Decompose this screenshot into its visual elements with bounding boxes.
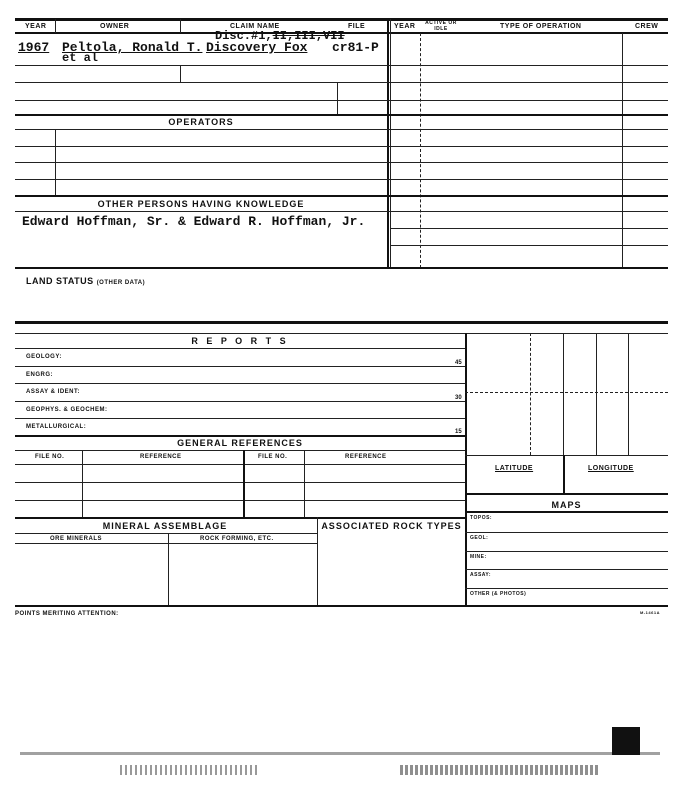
grid-line bbox=[530, 333, 531, 455]
row-line bbox=[15, 129, 668, 130]
report-mark: 15 bbox=[455, 429, 462, 435]
section-divider bbox=[387, 19, 389, 269]
grid-line bbox=[596, 333, 597, 455]
row-line bbox=[15, 435, 465, 437]
row-line bbox=[15, 348, 465, 349]
header-owner: OWNER bbox=[100, 23, 130, 30]
grid-line bbox=[628, 333, 629, 455]
scan-artifact-block bbox=[612, 727, 640, 755]
rock-forming: ROCK FORMING, ETC. bbox=[200, 536, 274, 542]
longitude-label: LONGITUDE bbox=[588, 465, 634, 472]
header-claim-name: CLAIM NAME bbox=[230, 23, 280, 30]
maps-mine: MINE: bbox=[470, 554, 487, 560]
top-rule bbox=[15, 18, 668, 21]
header-type-of-operation: TYPE OF OPERATION bbox=[500, 23, 582, 30]
header-crew: CREW bbox=[635, 23, 659, 30]
maps-assay: ASSAY: bbox=[470, 572, 492, 578]
ore-minerals: ORE MINERALS bbox=[50, 536, 103, 542]
row-line bbox=[465, 588, 668, 589]
col-divider bbox=[563, 455, 565, 493]
row-line bbox=[15, 533, 317, 534]
mineral-assemblage-title: MINERAL ASSEMBLAGE bbox=[102, 521, 228, 531]
header-year-2: YEAR bbox=[394, 23, 416, 30]
gr-col-file-2: FILE NO. bbox=[258, 454, 288, 460]
land-status-label: LAND STATUS (OTHER DATA) bbox=[26, 276, 146, 286]
row-line bbox=[465, 532, 668, 533]
col-divider bbox=[304, 450, 305, 517]
report-mark: 45 bbox=[455, 360, 462, 366]
entry-owner-cont: et al bbox=[62, 51, 99, 65]
grid-line bbox=[465, 392, 668, 393]
scan-artifact bbox=[20, 752, 660, 755]
row-line bbox=[15, 179, 668, 180]
general-references-title: GENERAL REFERENCES bbox=[177, 438, 303, 448]
row-line bbox=[465, 493, 668, 495]
other-persons-title: OTHER PERSONS HAVING KNOWLEDGE bbox=[97, 199, 305, 209]
row-line bbox=[390, 245, 668, 246]
row-line bbox=[15, 114, 668, 116]
row-line bbox=[15, 333, 668, 334]
grid-line bbox=[563, 333, 564, 455]
gr-col-ref-1: REFERENCE bbox=[140, 454, 182, 460]
gr-col-file-1: FILE NO. bbox=[35, 454, 65, 460]
maps-geol: GEOL: bbox=[470, 535, 489, 541]
row-line bbox=[15, 366, 465, 367]
row-line bbox=[465, 569, 668, 570]
row-line bbox=[15, 383, 465, 384]
row-line bbox=[465, 511, 668, 513]
row-line bbox=[15, 65, 668, 66]
row-line bbox=[15, 100, 668, 101]
scan-artifact bbox=[120, 765, 260, 775]
entry-year: 1967 bbox=[18, 40, 50, 55]
report-metallurgical: METALLURGICAL: bbox=[26, 424, 87, 430]
form-code: M-1461A bbox=[640, 610, 660, 615]
row-line bbox=[15, 418, 465, 419]
other-persons-value: Edward Hoffman, Sr. & Edward R. Hoffman, Jr. bbox=[22, 214, 366, 229]
entry-claim-name: Discovery Fox bbox=[206, 40, 308, 55]
entry-owner: Peltola, Ronald T. bbox=[62, 40, 203, 55]
claim-prefix: Disc.#1,II,III,VII bbox=[215, 29, 345, 43]
row-line bbox=[15, 82, 668, 83]
header-year: YEAR bbox=[25, 23, 47, 30]
col-divider bbox=[55, 19, 56, 33]
gr-col-ref-2: REFERENCE bbox=[345, 454, 387, 460]
col-divider bbox=[55, 129, 56, 195]
row-line bbox=[15, 321, 668, 324]
header-active-idle: ACTIVE OR IDLE bbox=[425, 20, 457, 32]
col-divider bbox=[337, 82, 338, 114]
reports-title: R E P O R T S bbox=[191, 336, 289, 346]
report-mark: 30 bbox=[455, 395, 462, 401]
report-engrg: ENGRG: bbox=[26, 372, 53, 378]
latitude-label: LATITUDE bbox=[495, 465, 534, 472]
row-line bbox=[390, 228, 668, 229]
col-divider bbox=[168, 533, 169, 605]
maps-title: MAPS bbox=[551, 500, 582, 510]
maps-other: OTHER (& PHOTOS) bbox=[470, 591, 527, 597]
maps-topos: TOPOS: bbox=[470, 515, 493, 521]
col-divider bbox=[622, 33, 623, 268]
col-divider bbox=[180, 19, 181, 33]
row-line bbox=[465, 551, 668, 552]
operators-title: OPERATORS bbox=[168, 117, 234, 127]
section-divider bbox=[465, 333, 467, 605]
col-divider bbox=[420, 33, 421, 268]
col-divider bbox=[317, 517, 318, 605]
section-divider bbox=[390, 19, 391, 269]
row-line bbox=[15, 146, 668, 147]
row-line bbox=[15, 162, 668, 163]
report-geology: GEOLOGY: bbox=[26, 354, 62, 360]
row-line bbox=[15, 211, 668, 212]
bottom-rule bbox=[15, 605, 668, 607]
row-line bbox=[15, 543, 317, 544]
header-file: FILE bbox=[348, 23, 366, 30]
row-line bbox=[15, 517, 465, 519]
row-line bbox=[15, 267, 668, 269]
col-divider bbox=[82, 450, 83, 517]
row-line bbox=[465, 455, 668, 456]
row-line bbox=[15, 401, 465, 402]
col-divider bbox=[243, 450, 245, 517]
associated-rock-types: ASSOCIATED ROCK TYPES bbox=[321, 521, 462, 531]
report-assay: ASSAY & IDENT: bbox=[26, 389, 81, 395]
scan-artifact bbox=[400, 765, 600, 775]
report-geophys: GEOPHYS. & GEOCHEM: bbox=[26, 407, 108, 413]
col-divider bbox=[180, 65, 181, 83]
points-meriting-attention: POINTS MERITING ATTENTION: bbox=[15, 611, 119, 617]
row-line bbox=[15, 195, 668, 197]
entry-file: cr81-P bbox=[332, 40, 379, 55]
